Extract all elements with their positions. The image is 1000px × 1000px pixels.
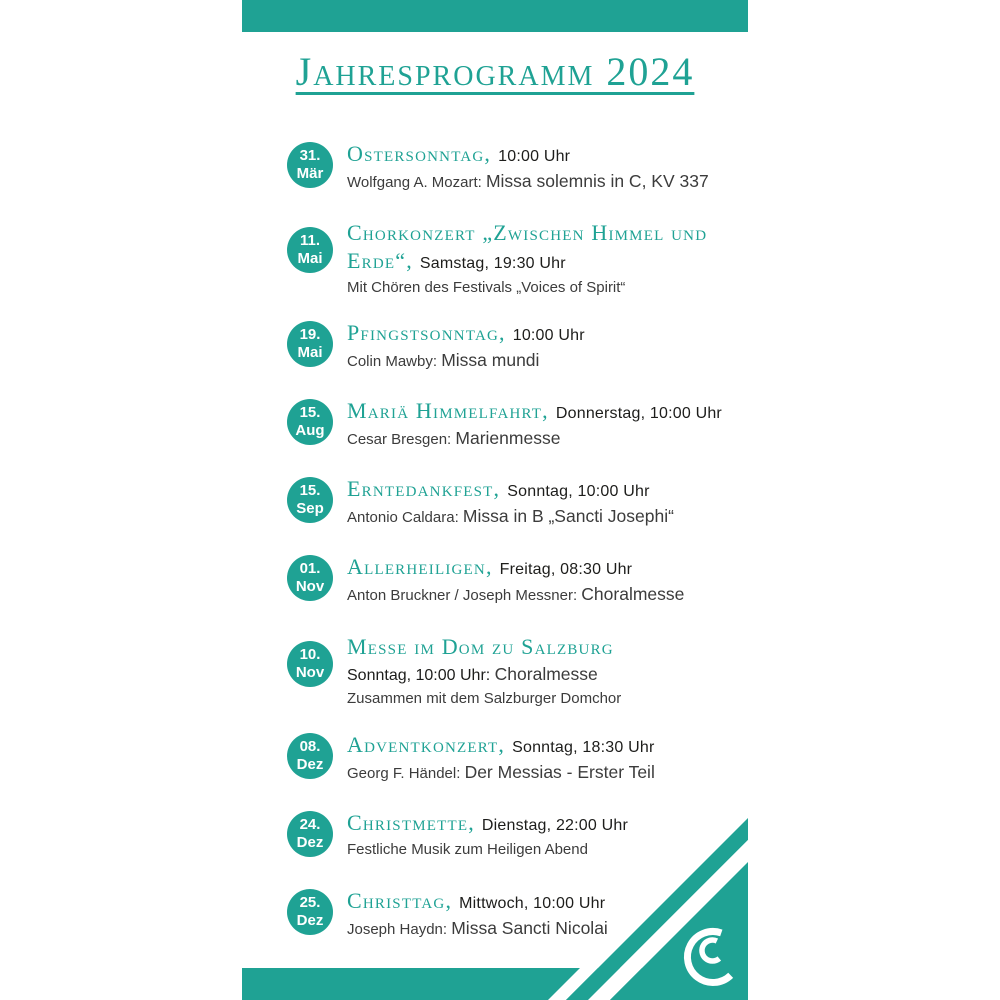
event-title: Chorkonzert „Zwischen Himmel und Erde“, (347, 220, 708, 273)
date-badge-day: 10. (299, 646, 321, 663)
event-title-line (347, 554, 729, 582)
event-text (347, 320, 729, 373)
corner-decoration (242, 760, 748, 1000)
event-title-line (347, 220, 729, 276)
event-detail-name: Anton Bruckner / Joseph Messner: (347, 587, 582, 604)
event-detail-name: Colin Mawby: (347, 353, 442, 370)
event-title-line (347, 398, 729, 426)
date-badge (287, 477, 333, 523)
event-detail-name: Festliche Musik zum Heiligen Abend (347, 841, 588, 858)
date-badge (287, 555, 333, 601)
event-detail-work: Der Messias - Erster Teil (464, 762, 655, 782)
event-row (287, 320, 727, 373)
event-time: Mittwoch, 10:00 Uhr (459, 895, 606, 912)
event-title: Adventkonzert, (347, 732, 506, 757)
event-title: Christtag, (347, 888, 453, 913)
event-title-line (347, 141, 729, 169)
date-badge-day: 15. (299, 482, 321, 499)
date-badge-day: 25. (299, 894, 321, 911)
event-detail-work: Missa mundi (441, 350, 540, 370)
event-title: Allerheiligen, (347, 554, 493, 579)
date-badge (287, 227, 333, 273)
event-detail-name: Joseph Haydn: (347, 921, 452, 938)
event-detail-work: Marienmesse (455, 428, 561, 448)
date-badge (287, 321, 333, 367)
event-detail-work: Missa Sancti Nicolai (451, 918, 608, 938)
event-title: Christmette, (347, 810, 475, 835)
event-time: Sonntag, 10:00 Uhr (507, 483, 650, 500)
event-row (287, 554, 727, 607)
date-badge-day: 19. (299, 326, 321, 343)
event-detail-line (347, 277, 729, 299)
event-title-line (347, 476, 729, 504)
event-row (287, 476, 727, 529)
event-time: 10:00 Uhr (498, 148, 571, 165)
date-badge-month: Mai (297, 250, 323, 267)
event-detail-name: Wolfgang A. Mozart: (347, 174, 486, 191)
event-text (347, 476, 729, 529)
event-detail-work: Choralmesse (494, 664, 598, 684)
event-text (347, 141, 729, 194)
event-row (287, 634, 727, 710)
event-detail-line (347, 688, 729, 710)
event-time: Donnerstag, 10:00 Uhr (555, 405, 722, 422)
date-badge (287, 142, 333, 188)
flyer-page (242, 0, 748, 1000)
event-detail-work: Missa solemnis in C, KV 337 (485, 171, 709, 191)
date-badge-month: Nov (295, 578, 325, 595)
date-badge-month: Dez (296, 912, 324, 929)
event-title-line (347, 320, 729, 348)
event-time: 10:00 Uhr (512, 327, 585, 344)
event-title-line (347, 732, 729, 760)
date-badge-day: 31. (299, 147, 321, 164)
date-badge-day: 01. (299, 560, 321, 577)
event-row (287, 220, 727, 299)
date-badge-month: Dez (296, 756, 324, 773)
page-title-text: Jahresprogramm 2024 (295, 49, 695, 94)
event-detail-name: Zusammen mit dem Salzburger Domchor (347, 690, 622, 707)
date-badge-day: 11. (299, 232, 321, 249)
date-badge-month: Mär (296, 165, 324, 182)
event-title: Pfingstsonntag, (347, 320, 506, 345)
event-time: Dienstag, 22:00 Uhr (481, 817, 629, 834)
event-title: Messe im Dom zu Salzburg (347, 634, 614, 659)
event-time: Freitag, 08:30 Uhr (499, 561, 633, 578)
event-detail-name: Antonio Caldara: (347, 509, 463, 526)
event-title-line (347, 634, 729, 662)
event-title: Mariä Himmelfahrt, (347, 398, 549, 423)
event-detail-name: Georg F. Händel: (347, 765, 465, 782)
event-detail-line (347, 505, 729, 529)
date-badge-month: Mai (297, 344, 323, 361)
date-badge-day: 15. (299, 404, 321, 421)
event-detail-work: Choralmesse (581, 584, 685, 604)
date-badge-day: 08. (299, 738, 321, 755)
event-detail-line (347, 170, 729, 194)
date-badge-month: Nov (295, 664, 325, 681)
date-badge-month: Dez (296, 834, 324, 851)
event-row (287, 398, 727, 451)
event-detail-line (347, 583, 729, 607)
event-row (287, 141, 727, 194)
event-title: Ostersonntag, (347, 141, 492, 166)
date-badge (287, 399, 333, 445)
date-badge-month: Aug (295, 422, 325, 439)
event-text (347, 220, 729, 299)
event-detail-work: Missa in B „Sancti Josephi“ (462, 506, 674, 526)
event-title: Erntedankfest, (347, 476, 501, 501)
event-detail-name: Cesar Bresgen: (347, 431, 456, 448)
event-time: Samstag, 19:30 Uhr (419, 255, 566, 272)
event-text (347, 634, 729, 710)
date-badge (287, 641, 333, 687)
event-detail-time: Sonntag, 10:00 Uhr: (347, 667, 495, 684)
event-text (347, 398, 729, 451)
event-detail-line (347, 427, 729, 451)
event-detail-name: Mit Chören des Festivals „Voices of Spirit“ (347, 279, 626, 296)
event-detail-line (347, 349, 729, 373)
event-time: Sonntag, 18:30 Uhr (512, 739, 655, 756)
date-badge-month: Sep (296, 500, 324, 517)
event-text (347, 554, 729, 607)
event-detail-line (347, 663, 729, 687)
date-badge-day: 24. (299, 816, 321, 833)
